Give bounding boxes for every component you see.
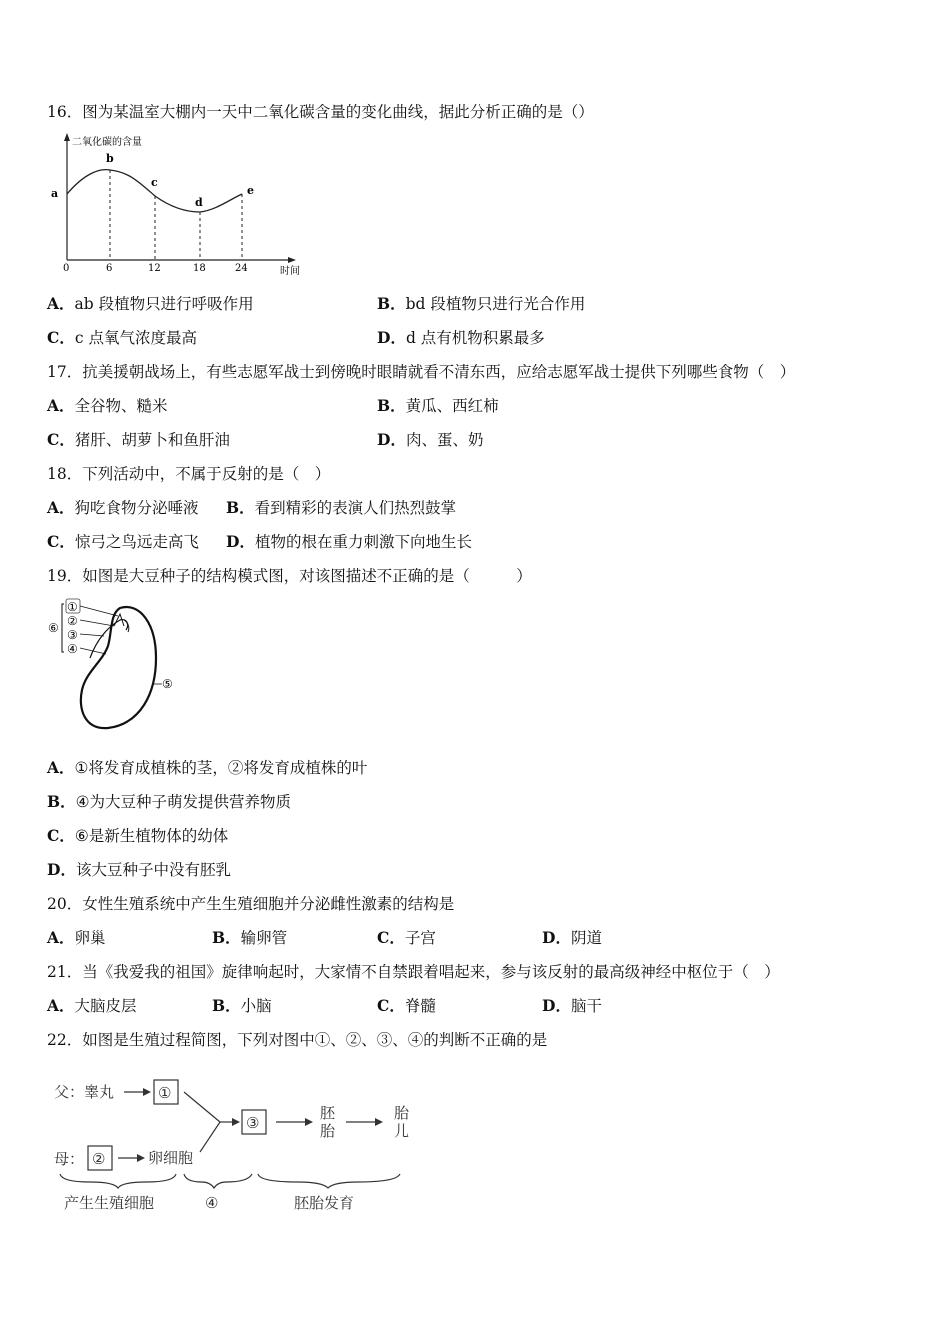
stage-label-2: ④ bbox=[205, 1194, 219, 1212]
stage-label-3: 胚胎发育 bbox=[294, 1194, 355, 1212]
question-16-stem: 16．图为某温室大棚内一天中二氧化碳含量的变化曲线，据此分析正确的是（） bbox=[47, 103, 594, 121]
option-letter: A． bbox=[47, 294, 75, 313]
q17-option-a[interactable] bbox=[47, 396, 168, 416]
q21-option-c[interactable] bbox=[377, 996, 436, 1016]
q18-option-a[interactable] bbox=[47, 498, 199, 518]
option-text: 输卵管 bbox=[240, 929, 288, 947]
option-letter: B． bbox=[47, 792, 76, 811]
point-label-d: d bbox=[195, 196, 203, 209]
option-letter: D． bbox=[377, 430, 406, 449]
arrowhead-fetus bbox=[375, 1118, 383, 1126]
question-18-stem: 18．下列活动中，不属于反射的是（ ） bbox=[47, 465, 331, 483]
q20-option-c[interactable] bbox=[377, 928, 436, 948]
q17-option-c[interactable] bbox=[47, 430, 230, 450]
leader-1 bbox=[80, 606, 118, 616]
brace-stage-3 bbox=[258, 1174, 400, 1188]
q21-option-b[interactable] bbox=[212, 996, 272, 1016]
leader-2 bbox=[80, 620, 114, 626]
option-text: 植物的根在重力刺激下向地生长 bbox=[254, 533, 472, 551]
tick-label-24: 24 bbox=[235, 263, 248, 274]
q19-option-d[interactable] bbox=[47, 860, 231, 880]
brace-stage-1 bbox=[60, 1174, 176, 1188]
reproduction-process-diagram bbox=[50, 1070, 420, 1220]
option-letter: C． bbox=[47, 826, 75, 845]
label-3: ③ bbox=[67, 628, 78, 642]
option-text: bd 段植物只进行光合作用 bbox=[405, 295, 586, 313]
option-letter: B． bbox=[212, 928, 241, 947]
point-label-a: a bbox=[51, 187, 59, 200]
option-letter: B． bbox=[212, 996, 241, 1015]
option-text: 全谷物、糙米 bbox=[74, 397, 168, 415]
option-letter: A． bbox=[47, 396, 75, 415]
q16-option-b[interactable] bbox=[377, 294, 585, 314]
bracket-6 bbox=[62, 604, 64, 652]
q19-option-c[interactable] bbox=[47, 826, 228, 846]
arrowhead-fusion bbox=[232, 1118, 240, 1126]
fetus-label-1: 胎 bbox=[394, 1104, 410, 1122]
option-letter: C． bbox=[377, 996, 405, 1015]
option-text: 猪肝、胡萝卜和鱼肝油 bbox=[74, 431, 230, 449]
option-letter: D． bbox=[377, 328, 406, 347]
tick-label-18: 18 bbox=[193, 263, 206, 274]
label-6: ⑥ bbox=[48, 621, 59, 635]
option-letter: D． bbox=[542, 996, 571, 1015]
option-text: ⑥是新生植物体的幼体 bbox=[74, 827, 229, 845]
tick-label-6: 6 bbox=[106, 263, 113, 274]
box-3-label: ③ bbox=[246, 1114, 260, 1132]
q21-option-d[interactable] bbox=[542, 996, 602, 1016]
x-axis-label: 时间 bbox=[280, 266, 300, 277]
y-axis-label: 二氧化碳的含量 bbox=[72, 137, 142, 148]
box-1-label: ① bbox=[158, 1084, 172, 1102]
q21-option-a[interactable] bbox=[47, 996, 137, 1016]
option-letter: B． bbox=[377, 396, 406, 415]
q19-option-b[interactable] bbox=[47, 792, 291, 812]
tick-label-12: 12 bbox=[148, 263, 161, 274]
sperm-line bbox=[184, 1092, 220, 1122]
option-text: 脑干 bbox=[570, 997, 602, 1015]
y-axis-arrow bbox=[64, 133, 70, 141]
point-label-b: b bbox=[106, 152, 114, 165]
tick-label-0: 0 bbox=[63, 263, 70, 274]
option-letter: C． bbox=[47, 430, 75, 449]
box-2-label: ② bbox=[92, 1150, 106, 1168]
q20-option-a[interactable] bbox=[47, 928, 106, 948]
option-text: 小脑 bbox=[240, 997, 272, 1015]
question-21-stem: 21．当《我爱我的祖国》旋律响起时，大家情不自禁跟着唱起来，参与该反射的最高级神经中枢位于（ ） bbox=[47, 963, 780, 981]
option-letter: A． bbox=[47, 758, 75, 777]
q20-option-d[interactable] bbox=[542, 928, 602, 948]
label-2: ② bbox=[67, 614, 78, 628]
soybean-seed-diagram bbox=[44, 596, 184, 736]
q16-option-c[interactable] bbox=[47, 328, 197, 348]
question-17-stem: 17．抗美援朝战场上，有些志愿军战士到傍晚时眼睛就看不清东西，应给志愿军战士提供下列哪些食物（ ） bbox=[47, 363, 796, 381]
option-letter: A． bbox=[47, 498, 75, 517]
point-label-c: c bbox=[151, 176, 158, 189]
arrowhead-father bbox=[143, 1088, 151, 1096]
mother-label: 母： bbox=[54, 1150, 85, 1168]
option-text: 卵巢 bbox=[74, 929, 106, 947]
co2-curve-chart bbox=[44, 130, 314, 280]
q18-option-b[interactable] bbox=[226, 498, 456, 518]
option-text: 子宫 bbox=[404, 929, 436, 947]
q16-option-d[interactable] bbox=[377, 328, 545, 348]
father-label: 父：睾丸 bbox=[54, 1083, 115, 1101]
option-text: 狗吃食物分泌唾液 bbox=[74, 499, 199, 517]
option-letter: D． bbox=[226, 532, 255, 551]
label-4: ④ bbox=[67, 642, 78, 656]
fetus-label-2: 儿 bbox=[394, 1122, 410, 1140]
q16-option-a[interactable] bbox=[47, 294, 254, 314]
option-text: 看到精彩的表演人们热烈鼓掌 bbox=[254, 499, 457, 517]
option-text: 该大豆种子中没有胚乳 bbox=[75, 861, 231, 879]
option-letter: B． bbox=[377, 294, 406, 313]
q18-option-d[interactable] bbox=[226, 532, 472, 552]
embryo-label-2: 胎 bbox=[320, 1122, 336, 1140]
brace-stage-2 bbox=[184, 1174, 252, 1188]
label-5: ⑤ bbox=[162, 677, 173, 691]
option-letter: A． bbox=[47, 996, 75, 1015]
option-text: c 点氧气浓度最高 bbox=[74, 329, 197, 347]
option-text: ④为大豆种子萌发提供营养物质 bbox=[75, 793, 292, 811]
q17-option-d[interactable] bbox=[377, 430, 483, 450]
stage-label-1: 产生生殖细胞 bbox=[64, 1194, 155, 1212]
arrowhead-embryo bbox=[305, 1118, 313, 1126]
q17-option-b[interactable] bbox=[377, 396, 499, 416]
leader-3 bbox=[80, 634, 104, 636]
option-letter: A． bbox=[47, 928, 75, 947]
q20-option-b[interactable] bbox=[212, 928, 287, 948]
option-text: d 点有机物积累最多 bbox=[405, 329, 545, 347]
option-text: 黄瓜、西红柿 bbox=[405, 397, 499, 415]
egg-label: 卵细胞 bbox=[148, 1149, 194, 1167]
option-text: 脊髓 bbox=[404, 997, 436, 1015]
arrowhead-mother bbox=[137, 1154, 145, 1162]
question-22-stem: 22．如图是生殖过程简图，下列对图中①、②、③、④的判断不正确的是 bbox=[47, 1031, 548, 1049]
option-text: ①将发育成植株的茎，②将发育成植株的叶 bbox=[74, 759, 368, 777]
option-text: 肉、蛋、奶 bbox=[405, 431, 484, 449]
option-letter: C． bbox=[47, 532, 75, 551]
x-axis-arrow bbox=[288, 257, 296, 263]
option-letter: C． bbox=[47, 328, 75, 347]
q18-option-c[interactable] bbox=[47, 532, 199, 552]
option-letter: C． bbox=[377, 928, 405, 947]
seed-coat-outline bbox=[81, 607, 156, 728]
option-letter: D． bbox=[542, 928, 571, 947]
question-20-stem: 20．女性生殖系统中产生生殖细胞并分泌雌性激素的结构是 bbox=[47, 895, 455, 913]
option-text: 惊弓之鸟远走高飞 bbox=[74, 533, 199, 551]
leader-4 bbox=[80, 648, 106, 654]
option-text: 阴道 bbox=[570, 929, 602, 947]
q19-option-a[interactable] bbox=[47, 758, 367, 778]
label-1: ① bbox=[67, 600, 78, 614]
option-text: ab 段植物只进行呼吸作用 bbox=[74, 295, 254, 313]
egg-line bbox=[200, 1122, 220, 1152]
option-letter: D． bbox=[47, 860, 76, 879]
option-letter: B． bbox=[226, 498, 255, 517]
option-text: 大脑皮层 bbox=[74, 997, 137, 1015]
point-label-e: e bbox=[247, 184, 254, 197]
embryo-label-1: 胚 bbox=[320, 1104, 336, 1122]
question-19-stem: 19．如图是大豆种子的结构模式图，对该图描述不正确的是（ ） bbox=[47, 567, 532, 585]
